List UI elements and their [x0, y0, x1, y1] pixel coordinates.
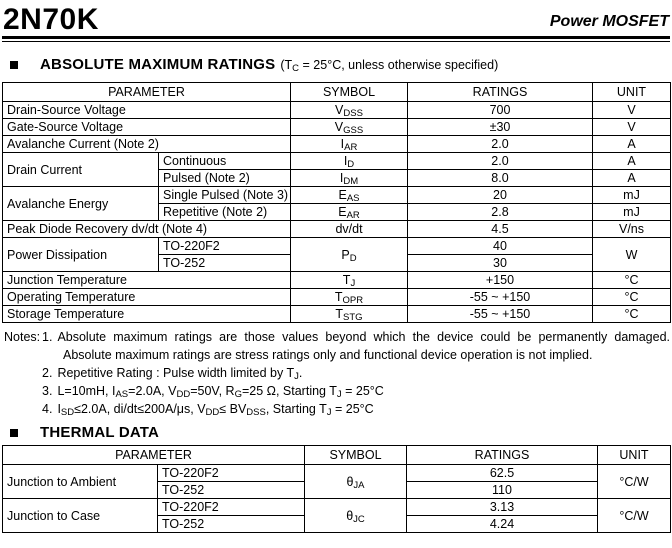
symbol-cell: $T_J$	[291, 272, 408, 289]
table-row	[3, 306, 671, 323]
note-number: 1.	[42, 330, 53, 344]
rating-cell: 40	[408, 238, 593, 255]
symbol-cell: $I_D$	[291, 153, 408, 170]
col-header-unit: UNIT	[593, 83, 671, 102]
unit-cell: °C	[593, 289, 671, 306]
note-number: 4.	[42, 402, 53, 416]
parameter-group-cell: Junction to Case	[3, 499, 158, 533]
rating-cell: 20	[408, 187, 593, 204]
symbol-cell: $T_{STG}$	[291, 306, 408, 323]
parameter-sub-cell: TO-252	[158, 482, 305, 499]
square-bullet-icon	[10, 61, 18, 69]
note-4	[42, 400, 670, 418]
thermal-data-table	[2, 445, 671, 533]
part-number: 2N70K	[3, 3, 99, 36]
note-text: L=10mH, $I_{AS}=2.0A$, $V_{DD}=50V$, $R_G=25$ Ω, Starting $T_J = 25^\circ C$	[57, 384, 384, 400]
parameter-sub-cell: TO-220F2	[159, 238, 291, 255]
table-row	[3, 153, 671, 170]
symbol-cell: $\theta_{JC}$	[305, 499, 407, 533]
note-1-line-1	[42, 328, 670, 346]
notes-label: Notes:	[4, 330, 41, 344]
device-family: Power MOSFET	[549, 13, 669, 30]
rating-cell: 4.24	[407, 516, 598, 533]
table-header-row	[3, 446, 671, 465]
rating-cell: 8.0	[408, 170, 593, 187]
rating-cell: 62.5	[407, 465, 598, 482]
rating-cell: 3.13	[407, 499, 598, 516]
col-header-ratings: RATINGS	[408, 83, 593, 102]
rating-cell: 2.8	[408, 204, 593, 221]
parameter-group-cell: Drain Current	[3, 153, 159, 187]
rating-cell: +150	[408, 272, 593, 289]
section-title-thermal: THERMAL DATA	[40, 424, 160, 441]
header-rule	[2, 36, 670, 42]
unit-cell: A	[593, 153, 671, 170]
absolute-maximum-ratings-table	[2, 82, 671, 323]
table-row	[3, 499, 671, 516]
title-row	[2, 0, 670, 36]
symbol-cell: $V_{DSS}$	[291, 102, 408, 119]
unit-cell: A	[593, 136, 671, 153]
parameter-sub-cell: Pulsed (Note 2)	[159, 170, 291, 187]
col-header-symbol: SYMBOL	[291, 83, 408, 102]
rating-cell: ±30	[408, 119, 593, 136]
parameter-sub-cell: TO-252	[159, 255, 291, 272]
unit-cell: mJ	[593, 187, 671, 204]
parameter-group-cell: Power Dissipation	[3, 238, 159, 272]
parameter-sub-cell: Single Pulsed (Note 3)	[159, 187, 291, 204]
unit-cell: °C	[593, 272, 671, 289]
unit-cell: mJ	[593, 204, 671, 221]
unit-cell: W	[593, 238, 671, 272]
square-bullet-icon	[10, 429, 18, 437]
table-row	[3, 119, 671, 136]
note-text: Repetitive Rating : Pulse width limited by $T_J$.	[57, 366, 303, 382]
rating-cell: 110	[407, 482, 598, 499]
note-text: $I_{SD}\le 2.0A$, di/dt≤200A/μs, $V_{DD}\le BV_{DSS}$, Starting $T_J = 25^\circ C$	[57, 402, 374, 418]
symbol-cell: $E_{AS}$	[291, 187, 408, 204]
parameter-sub-cell: TO-220F2	[158, 465, 305, 482]
unit-cell: °C/W	[598, 465, 671, 499]
symbol-cell: dv/dt	[291, 221, 408, 238]
table-row	[3, 272, 671, 289]
col-header-parameter: PARAMETER	[3, 446, 305, 465]
note-3	[42, 382, 670, 400]
section-title-abs-max: ABSOLUTE MAXIMUM RATINGS	[40, 56, 276, 73]
parameter-sub-cell: Continuous	[159, 153, 291, 170]
rating-cell: 2.0	[408, 136, 593, 153]
section-heading-thermal	[2, 424, 670, 441]
table-row	[3, 187, 671, 204]
rating-cell: -55 ~ +150	[408, 306, 593, 323]
parameter-cell: Storage Temperature	[3, 306, 291, 323]
rating-cell: 2.0	[408, 153, 593, 170]
symbol-cell: $P_D$	[291, 238, 408, 272]
col-header-ratings: RATINGS	[407, 446, 598, 465]
header	[2, 0, 670, 42]
symbol-cell: $V_{GSS}$	[291, 119, 408, 136]
symbol-cell: $I_{AR}$	[291, 136, 408, 153]
symbol-cell: $I_{DM}$	[291, 170, 408, 187]
note-1-line-2	[42, 346, 670, 364]
col-header-unit: UNIT	[598, 446, 671, 465]
section-heading-abs-max	[2, 56, 670, 73]
parameter-cell: Junction Temperature	[3, 272, 291, 289]
parameter-group-cell: Junction to Ambient	[3, 465, 158, 499]
section-subtitle-abs-max: ($T_C = 25^\circ C$, unless otherwise specified)	[280, 57, 499, 74]
table-row	[3, 465, 671, 482]
unit-cell: V	[593, 119, 671, 136]
parameter-cell: Peak Diode Recovery dv/dt (Note 4)	[3, 221, 291, 238]
note-text: Absolute maximum ratings are stress ratings only and functional device operation is not implied.	[63, 348, 593, 362]
parameter-cell: Operating Temperature	[3, 289, 291, 306]
table-header-row	[3, 83, 671, 102]
parameter-sub-cell: TO-220F2	[158, 499, 305, 516]
note-number: 3.	[42, 384, 53, 398]
unit-cell: A	[593, 170, 671, 187]
parameter-cell: Avalanche Current (Note 2)	[3, 136, 291, 153]
rating-cell: 4.5	[408, 221, 593, 238]
table-row	[3, 221, 671, 238]
symbol-cell: $\theta_{JA}$	[305, 465, 407, 499]
parameter-sub-cell: Repetitive (Note 2)	[159, 204, 291, 221]
table-row	[3, 289, 671, 306]
symbol-cell: $E_{AR}$	[291, 204, 408, 221]
unit-cell: °C/W	[598, 499, 671, 533]
parameter-cell: Drain-Source Voltage	[3, 102, 291, 119]
symbol-cell: $T_{OPR}$	[291, 289, 408, 306]
col-header-parameter: PARAMETER	[3, 83, 291, 102]
table-row	[3, 102, 671, 119]
notes-block	[2, 328, 670, 418]
col-header-symbol: SYMBOL	[305, 446, 407, 465]
parameter-cell: Gate-Source Voltage	[3, 119, 291, 136]
note-text: Absolute maximum ratings are those values beyond which the device could be permanently damaged.	[57, 330, 670, 344]
note-2	[42, 364, 670, 382]
rating-cell: 30	[408, 255, 593, 272]
rating-cell: 700	[408, 102, 593, 119]
note-number: 2.	[42, 366, 53, 380]
table-row	[3, 238, 671, 255]
unit-cell: °C	[593, 306, 671, 323]
rating-cell: -55 ~ +150	[408, 289, 593, 306]
unit-cell: V	[593, 102, 671, 119]
table-row	[3, 136, 671, 153]
unit-cell: V/ns	[593, 221, 671, 238]
parameter-sub-cell: TO-252	[158, 516, 305, 533]
parameter-group-cell: Avalanche Energy	[3, 187, 159, 221]
